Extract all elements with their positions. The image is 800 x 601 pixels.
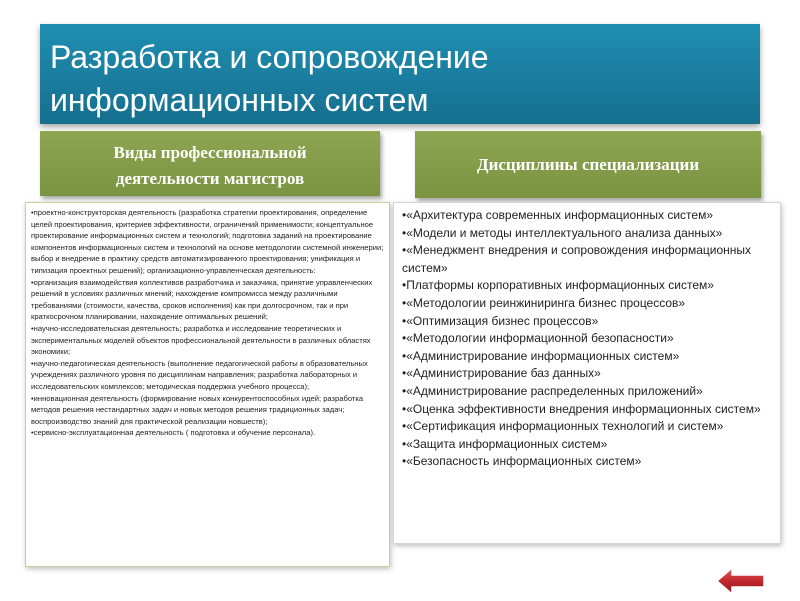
list-item: •«Методологии реинжиниринга бизнес процессов» (402, 295, 686, 310)
list-item: •проектно-конструкторская деятельность (разработка стратегии проектирования, определение целей проектирования, критериев эффективности, ограничений применимости; концептуальное проектирование информационных систем и технологий; подготовка заданий на проектирование компонентов информационных систем и технологий на основе методологии системной инженерии; выбор и внедрение в практику средств автоматизированного проектирования; унификация и типизация проектных решений); организационно-управленческая деятельность: (31, 208, 384, 275)
list-item: •«Менеджмент внедрения и сопровождения информационных систем» (402, 243, 751, 275)
list-item: •«Безопасность информационных систем» (402, 454, 642, 469)
left-header-line1: Виды профессиональной (113, 143, 307, 162)
title-bar (40, 24, 760, 124)
right-header-label: Дисциплины специализации (476, 155, 700, 174)
arrow-left-icon (716, 566, 766, 596)
left-column-header (40, 131, 380, 196)
list-item: •научно-исследовательская деятельность; разработка и исследование теоретических и экспериментальных моделей объектов профессиональной деятельности в различных областях экономики; (31, 323, 371, 357)
list-item: •«Модели и методы интеллектуального анализа данных» (402, 225, 723, 240)
slide-title-line2: информационных систем (50, 82, 429, 118)
list-item: •инновационная деятельность (формирование новых конкурентоспособных идей; разработка методов решения нестандартных задач и новых методов решения традиционных задач; воспроизводство знаний для практической реализации новшеств); (31, 393, 364, 426)
list-item: •«Методологии информационной безопасности» (402, 331, 674, 346)
left-header-line2: деятельности магистров (115, 169, 305, 188)
list-item: •«Администрирование распределенных приложений» (402, 383, 703, 398)
right-column-header (415, 131, 761, 198)
list-item: •«Сертификация информационных технологий и систем» (402, 419, 724, 434)
list-item: •организация взаимодействия коллективов разработчика и заказчика, принятие управленческих решений в условиях различных мнений; нахождение компромисса между различными требованиями (стоимости, качества, сроков исполнения) как при долгосрочном, так и при краткосрочном планировании, нахождение оптимальных решений; (31, 277, 373, 322)
slide-title (50, 36, 750, 122)
list-item: •научно-педагогическая деятельность (выполнение педагогической работы в образовательных учреждениях различного уровня по дисциплинам направления; разработка лабораторных и исследовательских комплексов; методическая поддержка учебного процесса); (31, 358, 368, 391)
back-button[interactable] (716, 566, 766, 596)
list-item: •Платформы корпоративных информационных систем» (402, 278, 714, 293)
list-item: •«Оптимизация бизнес процессов» (402, 313, 599, 328)
list-item: •«Администрирование информационных систем» (402, 348, 680, 363)
list-item: •«Оценка эффективности внедрения информационных систем» (402, 401, 761, 416)
slide-title-line1: Разработка и сопровождение (50, 39, 489, 75)
list-item: •«Архитектура современных информационных систем» (402, 208, 713, 222)
list-item: •«Защита информационных систем» (402, 436, 608, 451)
professional-activities-list (25, 202, 390, 567)
specialization-disciplines-list (393, 202, 781, 544)
list-item: •сервисно-эксплуатационная деятельность ( подготовка и обучение персонала). (31, 428, 316, 438)
list-item: •«Администрирование баз данных» (402, 366, 601, 381)
